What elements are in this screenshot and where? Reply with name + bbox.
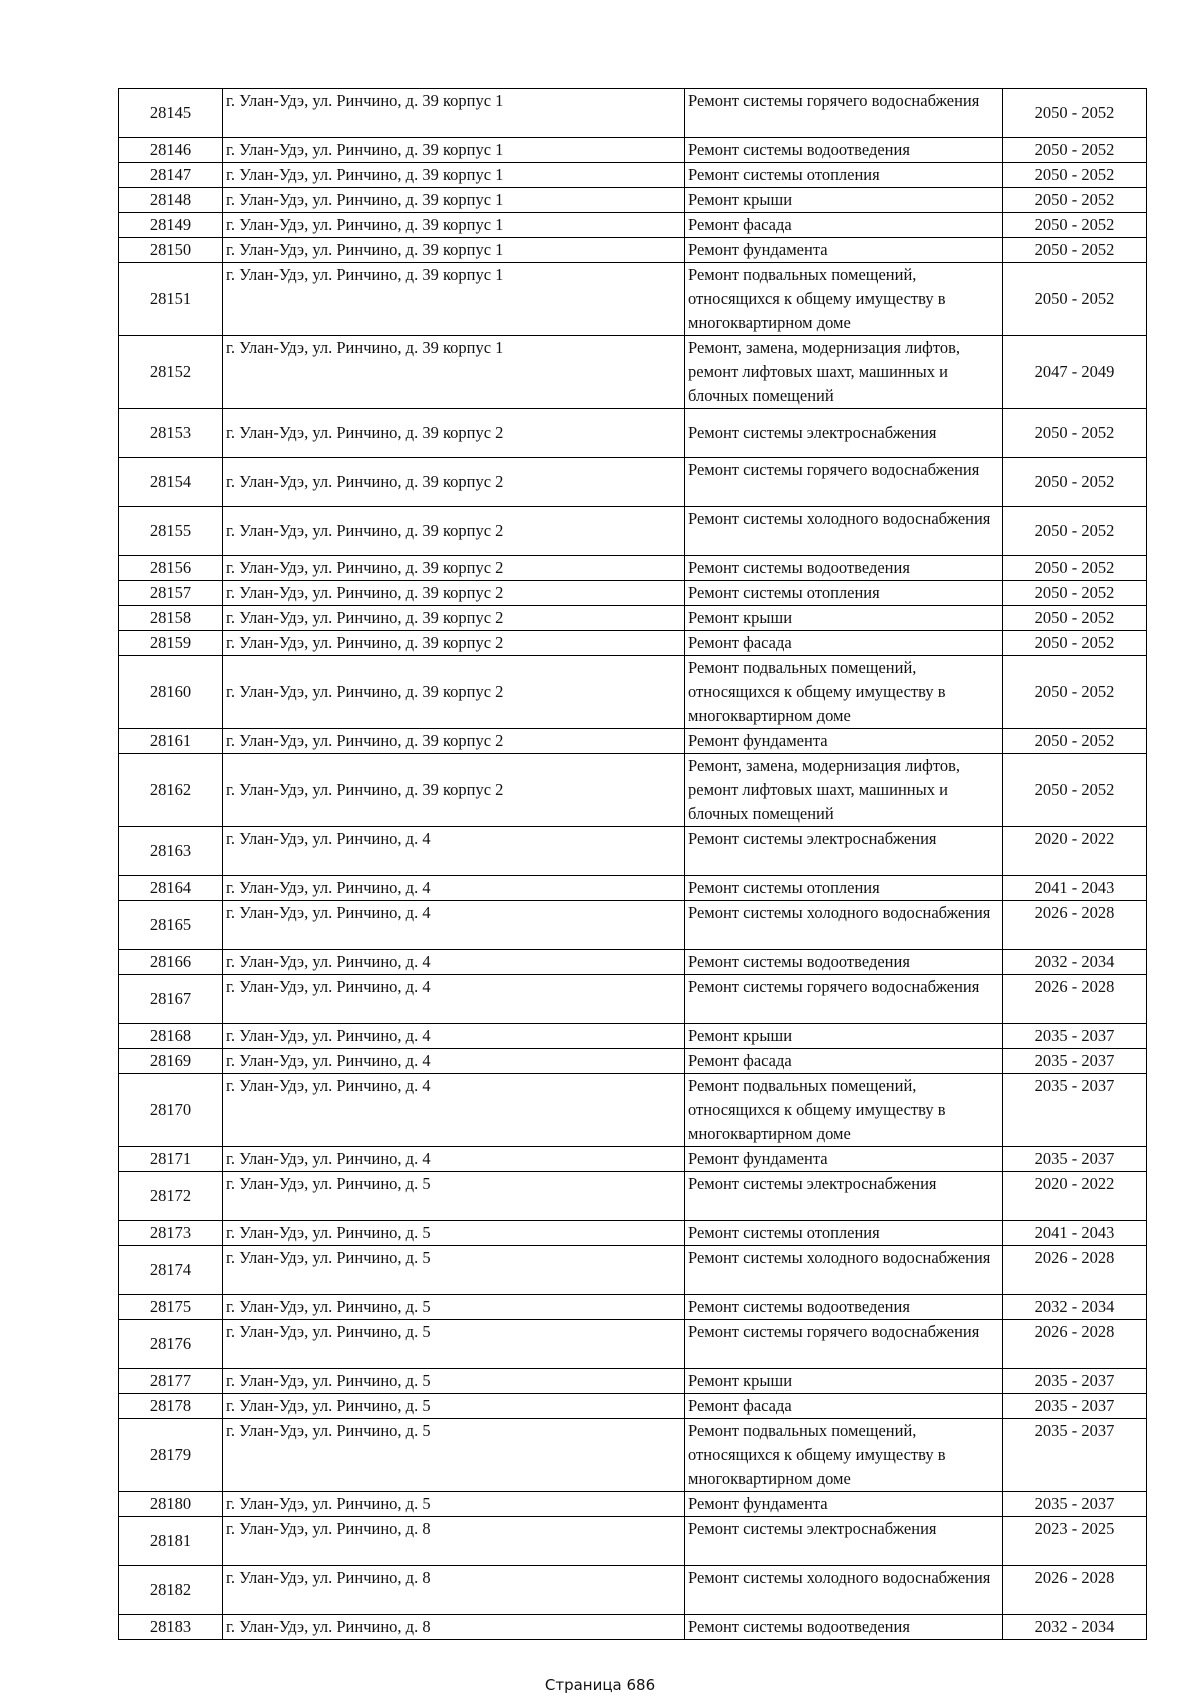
table-row: [119, 188, 1147, 213]
period-cell: 2035 - 2037: [1003, 1369, 1147, 1394]
address-cell: г. Улан-Удэ, ул. Ринчино, д. 39 корпус 2: [223, 556, 685, 581]
work-type-cell: Ремонт крыши: [685, 1369, 1003, 1394]
table-row: [119, 754, 1147, 827]
table-row: [119, 606, 1147, 631]
row-number-cell: 28154: [119, 458, 223, 507]
period-cell: 2032 - 2034: [1003, 1615, 1147, 1640]
work-type-cell: Ремонт системы отопления: [685, 876, 1003, 901]
period-cell: 2035 - 2037: [1003, 1492, 1147, 1517]
work-type-cell: Ремонт системы водоотведения: [685, 1615, 1003, 1640]
work-type-cell: Ремонт системы горячего водоснабжения: [685, 89, 1003, 138]
table-row: [119, 1394, 1147, 1419]
period-cell: 2026 - 2028: [1003, 1246, 1147, 1295]
table-row: [119, 238, 1147, 263]
address-cell: г. Улан-Удэ, ул. Ринчино, д. 5: [223, 1369, 685, 1394]
period-cell: 2050 - 2052: [1003, 138, 1147, 163]
row-number-cell: 28148: [119, 188, 223, 213]
period-cell: 2026 - 2028: [1003, 1566, 1147, 1615]
period-cell: 2050 - 2052: [1003, 89, 1147, 138]
work-type-cell: Ремонт, замена, модернизация лифтов, ремонт лифтовых шахт, машинных и блочных помещений: [685, 754, 1003, 827]
address-cell: г. Улан-Удэ, ул. Ринчино, д. 39 корпус 2: [223, 656, 685, 729]
table-row: [119, 631, 1147, 656]
address-cell: г. Улан-Удэ, ул. Ринчино, д. 8: [223, 1517, 685, 1566]
period-cell: 2020 - 2022: [1003, 1172, 1147, 1221]
work-type-cell: Ремонт фундамента: [685, 1147, 1003, 1172]
work-type-cell: Ремонт системы холодного водоснабжения: [685, 507, 1003, 556]
period-cell: 2050 - 2052: [1003, 581, 1147, 606]
work-type-cell: Ремонт системы горячего водоснабжения: [685, 975, 1003, 1024]
row-number-cell: 28170: [119, 1074, 223, 1147]
table-row: [119, 138, 1147, 163]
period-cell: 2050 - 2052: [1003, 188, 1147, 213]
row-number-cell: 28172: [119, 1172, 223, 1221]
work-type-cell: Ремонт фасада: [685, 1394, 1003, 1419]
address-cell: г. Улан-Удэ, ул. Ринчино, д. 39 корпус 1: [223, 213, 685, 238]
table-row: [119, 1369, 1147, 1394]
address-cell: г. Улан-Удэ, ул. Ринчино, д. 4: [223, 1074, 685, 1147]
address-cell: г. Улан-Удэ, ул. Ринчино, д. 4: [223, 1049, 685, 1074]
period-cell: 2041 - 2043: [1003, 876, 1147, 901]
period-cell: 2047 - 2049: [1003, 336, 1147, 409]
row-number-cell: 28164: [119, 876, 223, 901]
row-number-cell: 28165: [119, 901, 223, 950]
table-row: [119, 827, 1147, 876]
address-cell: г. Улан-Удэ, ул. Ринчино, д. 8: [223, 1566, 685, 1615]
period-cell: 2035 - 2037: [1003, 1049, 1147, 1074]
address-cell: г. Улан-Удэ, ул. Ринчино, д. 39 корпус 1: [223, 163, 685, 188]
work-type-cell: Ремонт системы горячего водоснабжения: [685, 458, 1003, 507]
address-cell: г. Улан-Удэ, ул. Ринчино, д. 39 корпус 2: [223, 606, 685, 631]
row-number-cell: 28182: [119, 1566, 223, 1615]
address-cell: г. Улан-Удэ, ул. Ринчино, д. 4: [223, 975, 685, 1024]
period-cell: 2050 - 2052: [1003, 729, 1147, 754]
row-number-cell: 28145: [119, 89, 223, 138]
table-row: [119, 556, 1147, 581]
address-cell: г. Улан-Удэ, ул. Ринчино, д. 5: [223, 1320, 685, 1369]
row-number-cell: 28181: [119, 1517, 223, 1566]
table-row: [119, 213, 1147, 238]
work-type-cell: Ремонт, замена, модернизация лифтов, ремонт лифтовых шахт, машинных и блочных помещений: [685, 336, 1003, 409]
address-cell: г. Улан-Удэ, ул. Ринчино, д. 4: [223, 901, 685, 950]
period-cell: 2035 - 2037: [1003, 1394, 1147, 1419]
table-row: [119, 1517, 1147, 1566]
period-cell: 2026 - 2028: [1003, 1320, 1147, 1369]
period-cell: 2050 - 2052: [1003, 458, 1147, 507]
work-type-cell: Ремонт системы водоотведения: [685, 556, 1003, 581]
work-type-cell: Ремонт подвальных помещений, относящихся к общему имуществу в многоквартирном доме: [685, 1419, 1003, 1492]
work-type-cell: Ремонт системы водоотведения: [685, 950, 1003, 975]
address-cell: г. Улан-Удэ, ул. Ринчино, д. 5: [223, 1221, 685, 1246]
period-cell: 2041 - 2043: [1003, 1221, 1147, 1246]
table-row: [119, 263, 1147, 336]
table-row: [119, 1221, 1147, 1246]
address-cell: г. Улан-Удэ, ул. Ринчино, д. 5: [223, 1394, 685, 1419]
address-cell: г. Улан-Удэ, ул. Ринчино, д. 4: [223, 1024, 685, 1049]
work-type-cell: Ремонт системы отопления: [685, 163, 1003, 188]
row-number-cell: 28175: [119, 1295, 223, 1320]
row-number-cell: 28180: [119, 1492, 223, 1517]
row-number-cell: 28146: [119, 138, 223, 163]
table-row: [119, 876, 1147, 901]
address-cell: г. Улан-Удэ, ул. Ринчино, д. 39 корпус 1: [223, 188, 685, 213]
table-row: [119, 409, 1147, 458]
table-row: [119, 1024, 1147, 1049]
row-number-cell: 28174: [119, 1246, 223, 1295]
row-number-cell: 28167: [119, 975, 223, 1024]
work-type-cell: Ремонт подвальных помещений, относящихся к общему имуществу в многоквартирном доме: [685, 263, 1003, 336]
row-number-cell: 28177: [119, 1369, 223, 1394]
work-type-cell: Ремонт системы электроснабжения: [685, 827, 1003, 876]
period-cell: 2050 - 2052: [1003, 507, 1147, 556]
period-cell: 2026 - 2028: [1003, 975, 1147, 1024]
work-type-cell: Ремонт крыши: [685, 606, 1003, 631]
work-type-cell: Ремонт крыши: [685, 1024, 1003, 1049]
address-cell: г. Улан-Удэ, ул. Ринчино, д. 4: [223, 876, 685, 901]
work-type-cell: Ремонт системы холодного водоснабжения: [685, 901, 1003, 950]
row-number-cell: 28169: [119, 1049, 223, 1074]
work-type-cell: Ремонт системы электроснабжения: [685, 409, 1003, 458]
row-number-cell: 28156: [119, 556, 223, 581]
work-type-cell: Ремонт системы водоотведения: [685, 138, 1003, 163]
period-cell: 2050 - 2052: [1003, 163, 1147, 188]
work-type-cell: Ремонт подвальных помещений, относящихся к общему имуществу в многоквартирном доме: [685, 1074, 1003, 1147]
table-row: [119, 1566, 1147, 1615]
row-number-cell: 28153: [119, 409, 223, 458]
period-cell: 2020 - 2022: [1003, 827, 1147, 876]
row-number-cell: 28179: [119, 1419, 223, 1492]
work-type-cell: Ремонт системы отопления: [685, 1221, 1003, 1246]
address-cell: г. Улан-Удэ, ул. Ринчино, д. 4: [223, 1147, 685, 1172]
repair-schedule-table: [118, 88, 1147, 1640]
address-cell: г. Улан-Удэ, ул. Ринчино, д. 39 корпус 1: [223, 336, 685, 409]
address-cell: г. Улан-Удэ, ул. Ринчино, д. 39 корпус 2: [223, 507, 685, 556]
row-number-cell: 28163: [119, 827, 223, 876]
period-cell: 2050 - 2052: [1003, 213, 1147, 238]
period-cell: 2050 - 2052: [1003, 631, 1147, 656]
row-number-cell: 28151: [119, 263, 223, 336]
address-cell: г. Улан-Удэ, ул. Ринчино, д. 5: [223, 1492, 685, 1517]
row-number-cell: 28157: [119, 581, 223, 606]
period-cell: 2035 - 2037: [1003, 1024, 1147, 1049]
table-body: [119, 89, 1147, 1640]
work-type-cell: Ремонт системы холодного водоснабжения: [685, 1246, 1003, 1295]
work-type-cell: Ремонт фасада: [685, 213, 1003, 238]
work-type-cell: Ремонт фундамента: [685, 729, 1003, 754]
period-cell: 2035 - 2037: [1003, 1419, 1147, 1492]
period-cell: 2050 - 2052: [1003, 656, 1147, 729]
table-row: [119, 1492, 1147, 1517]
address-cell: г. Улан-Удэ, ул. Ринчино, д. 39 корпус 1: [223, 238, 685, 263]
work-type-cell: Ремонт подвальных помещений, относящихся к общему имуществу в многоквартирном доме: [685, 656, 1003, 729]
table-row: [119, 1049, 1147, 1074]
table-row: [119, 1147, 1147, 1172]
address-cell: г. Улан-Удэ, ул. Ринчино, д. 4: [223, 950, 685, 975]
period-cell: 2032 - 2034: [1003, 1295, 1147, 1320]
period-cell: 2035 - 2037: [1003, 1074, 1147, 1147]
address-cell: г. Улан-Удэ, ул. Ринчино, д. 5: [223, 1246, 685, 1295]
address-cell: г. Улан-Удэ, ул. Ринчино, д. 39 корпус 2: [223, 458, 685, 507]
address-cell: г. Улан-Удэ, ул. Ринчино, д. 39 корпус 2: [223, 631, 685, 656]
address-cell: г. Улан-Удэ, ул. Ринчино, д. 39 корпус 2: [223, 581, 685, 606]
period-cell: 2050 - 2052: [1003, 556, 1147, 581]
table-row: [119, 581, 1147, 606]
table-row: [119, 729, 1147, 754]
work-type-cell: Ремонт системы водоотведения: [685, 1295, 1003, 1320]
address-cell: г. Улан-Удэ, ул. Ринчино, д. 39 корпус 1: [223, 89, 685, 138]
table-row: [119, 163, 1147, 188]
period-cell: 2023 - 2025: [1003, 1517, 1147, 1566]
table-row: [119, 1320, 1147, 1369]
address-cell: г. Улан-Удэ, ул. Ринчино, д. 39 корпус 2: [223, 754, 685, 827]
table-row: [119, 1419, 1147, 1492]
table-row: [119, 507, 1147, 556]
work-type-cell: Ремонт системы электроснабжения: [685, 1172, 1003, 1221]
row-number-cell: 28171: [119, 1147, 223, 1172]
period-cell: 2050 - 2052: [1003, 754, 1147, 827]
table-row: [119, 458, 1147, 507]
row-number-cell: 28147: [119, 163, 223, 188]
table-row: [119, 901, 1147, 950]
row-number-cell: 28159: [119, 631, 223, 656]
row-number-cell: 28152: [119, 336, 223, 409]
address-cell: г. Улан-Удэ, ул. Ринчино, д. 39 корпус 2: [223, 409, 685, 458]
table-row: [119, 1295, 1147, 1320]
address-cell: г. Улан-Удэ, ул. Ринчино, д. 39 корпус 2: [223, 729, 685, 754]
row-number-cell: 28168: [119, 1024, 223, 1049]
work-type-cell: Ремонт фундамента: [685, 1492, 1003, 1517]
row-number-cell: 28150: [119, 238, 223, 263]
work-type-cell: Ремонт системы горячего водоснабжения: [685, 1320, 1003, 1369]
table-row: [119, 89, 1147, 138]
row-number-cell: 28176: [119, 1320, 223, 1369]
work-type-cell: Ремонт фасада: [685, 631, 1003, 656]
work-type-cell: Ремонт крыши: [685, 188, 1003, 213]
table-row: [119, 950, 1147, 975]
address-cell: г. Улан-Удэ, ул. Ринчино, д. 5: [223, 1295, 685, 1320]
row-number-cell: 28160: [119, 656, 223, 729]
address-cell: г. Улан-Удэ, ул. Ринчино, д. 5: [223, 1172, 685, 1221]
work-type-cell: Ремонт системы отопления: [685, 581, 1003, 606]
table-row: [119, 336, 1147, 409]
table-row: [119, 975, 1147, 1024]
period-cell: 2050 - 2052: [1003, 606, 1147, 631]
table-row: [119, 1615, 1147, 1640]
work-type-cell: Ремонт системы электроснабжения: [685, 1517, 1003, 1566]
work-type-cell: Ремонт фасада: [685, 1049, 1003, 1074]
address-cell: г. Улан-Удэ, ул. Ринчино, д. 39 корпус 1: [223, 263, 685, 336]
row-number-cell: 28161: [119, 729, 223, 754]
address-cell: г. Улан-Удэ, ул. Ринчино, д. 4: [223, 827, 685, 876]
table-row: [119, 656, 1147, 729]
period-cell: 2050 - 2052: [1003, 409, 1147, 458]
row-number-cell: 28183: [119, 1615, 223, 1640]
row-number-cell: 28178: [119, 1394, 223, 1419]
page-number: Страница 686: [544, 1676, 656, 1694]
work-type-cell: Ремонт фундамента: [685, 238, 1003, 263]
work-type-cell: Ремонт системы холодного водоснабжения: [685, 1566, 1003, 1615]
row-number-cell: 28149: [119, 213, 223, 238]
address-cell: г. Улан-Удэ, ул. Ринчино, д. 5: [223, 1419, 685, 1492]
table-row: [119, 1172, 1147, 1221]
row-number-cell: 28166: [119, 950, 223, 975]
period-cell: 2050 - 2052: [1003, 238, 1147, 263]
row-number-cell: 28158: [119, 606, 223, 631]
period-cell: 2032 - 2034: [1003, 950, 1147, 975]
address-cell: г. Улан-Удэ, ул. Ринчино, д. 39 корпус 1: [223, 138, 685, 163]
table-row: [119, 1074, 1147, 1147]
table-row: [119, 1246, 1147, 1295]
period-cell: 2026 - 2028: [1003, 901, 1147, 950]
row-number-cell: 28155: [119, 507, 223, 556]
row-number-cell: 28173: [119, 1221, 223, 1246]
period-cell: 2035 - 2037: [1003, 1147, 1147, 1172]
period-cell: 2050 - 2052: [1003, 263, 1147, 336]
address-cell: г. Улан-Удэ, ул. Ринчино, д. 8: [223, 1615, 685, 1640]
row-number-cell: 28162: [119, 754, 223, 827]
